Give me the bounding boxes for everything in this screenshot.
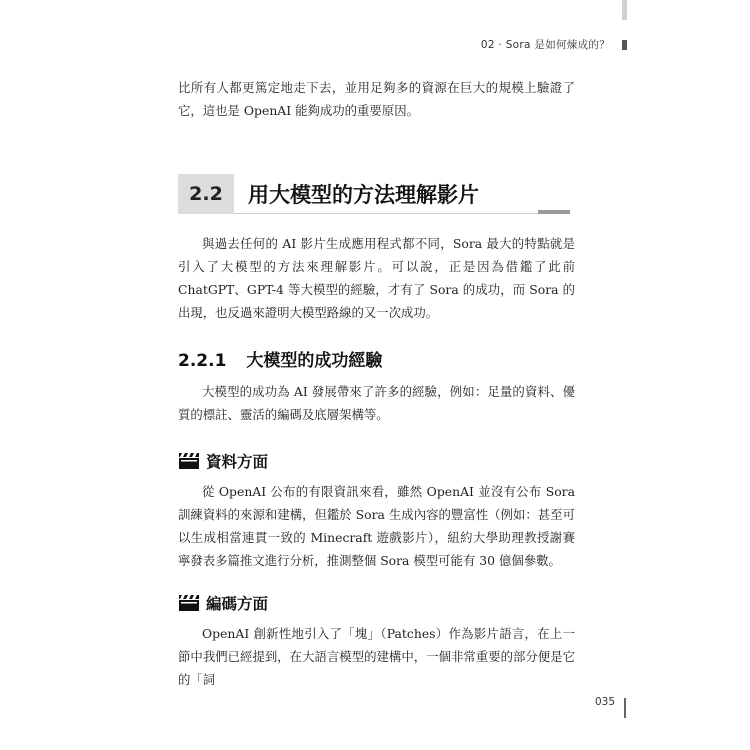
subsection-number: 2.2.1: [178, 351, 227, 371]
topic-heading-encoding: [178, 592, 268, 614]
section-paragraph: 與過去任何的 AI 影片生成應用程式都不同，Sora 最大的特點就是引入了大模型的方法來理解影片。可以說，正是因為借鑑了此前 ChatGPT、GPT-4 等大模型的經驗，才有了 Sora 的成功，而 Sora 的出現，也反過來證明大模型路線的又一次成功。: [178, 236, 575, 320]
section-number: 2.2: [178, 174, 234, 214]
page-number: 035: [595, 696, 616, 708]
running-head: 02 · Sora 是如何煉成的？: [480, 39, 610, 51]
clapperboard-icon: [178, 452, 200, 470]
intro-paragraph: 比所有人都更篤定地走下去，並用足夠多的資源在巨大的規模上驗證了它，這也是 OpenAI 能夠成功的重要原因。: [178, 80, 575, 118]
topic-heading-data: [178, 450, 268, 472]
section-heading: [178, 174, 570, 214]
topic-title: 編碼方面: [206, 595, 269, 613]
section-underline: [234, 213, 570, 214]
page-edge-tab-bottom: [624, 698, 626, 718]
page-edge-tab-top: [622, 0, 627, 20]
topic-paragraph-encoding: OpenAI 創新性地引入了「塊」（Patches）作為影片語言，在上一節中我們已經提到，在大語言模型的建構中，一個非常重要的部分便是它的「詞: [178, 626, 575, 687]
subsection-title: 大模型的成功經驗: [246, 351, 383, 371]
subsection-paragraph: 大模型的成功為 AI 發展帶來了許多的經驗，例如：足量的資料、優質的標註、靈活的編碼及底層架構等。: [178, 384, 575, 422]
section-underline-accent: [538, 210, 570, 214]
section-title: 用大模型的方法理解影片: [248, 183, 479, 207]
clapperboard-icon: [178, 594, 200, 612]
subsection-heading: [178, 346, 382, 371]
topic-title: 資料方面: [206, 453, 269, 471]
topic-paragraph-data: 從 OpenAI 公布的有限資訊來看，雖然 OpenAI 並沒有公布 Sora 訓練資料的來源和建構，但鑑於 Sora 生成內容的豐富性（例如：甚至可以生成相當連貫一致的 Minecraft 遊戲影片），紐約大學助理教授謝賽寧發表多篇推文進行分析，推測整個 Sora 模型可能有 30 億個參數。: [178, 484, 575, 568]
chapter-thumb-mark: [622, 40, 627, 50]
